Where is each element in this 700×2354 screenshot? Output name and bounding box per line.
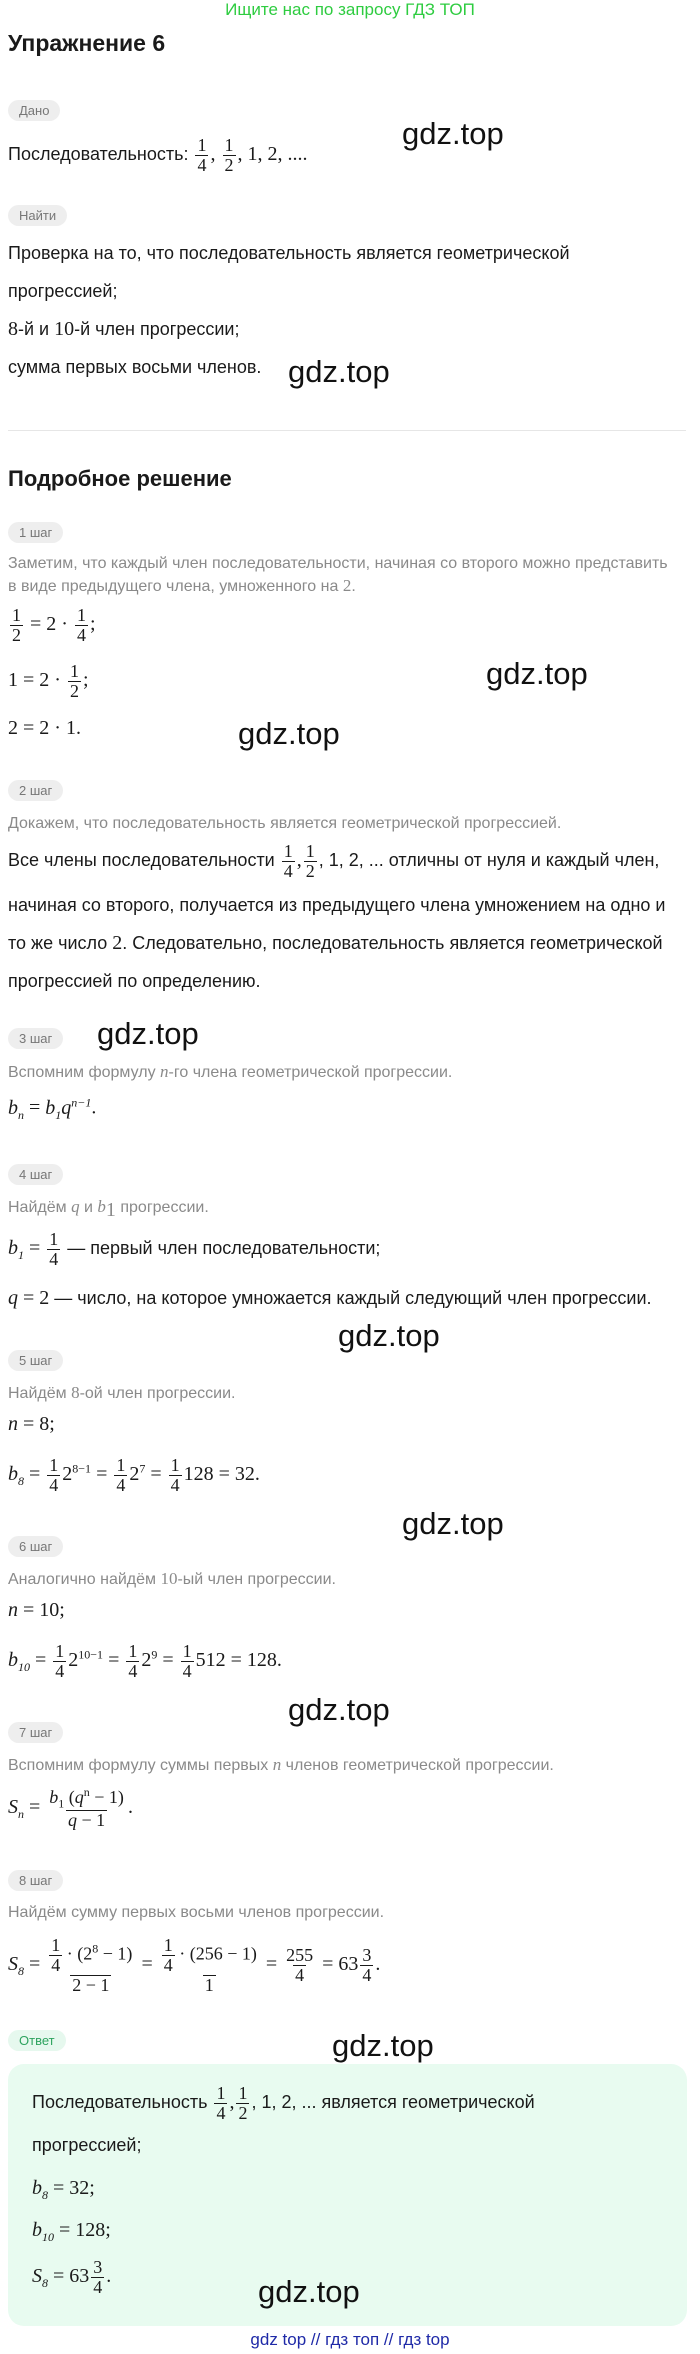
paragraph: начиная со второго, получается из предыдущего члена умножением на одно и то же число 2. Следовательно, последовательность является геометрической прогрессией по определению. bbox=[8, 895, 666, 991]
step-note: Докажем, что последовательность является геометрической прогрессией. bbox=[8, 815, 562, 832]
equation: $S_n$ = $\frac{b_1 (q^n - 1)}{q - 1}$ . bbox=[8, 1785, 133, 1831]
watermark: gdz.top bbox=[402, 116, 504, 151]
step-note: Найдём 8-ой член прогрессии. bbox=[8, 1383, 236, 1402]
answer-line: Последовательность $\frac{1}{4}$ , $\frac{1}{2}$ , 1, 2, ... является геометрической bbox=[32, 2083, 535, 2123]
step-chip: 7 шаг bbox=[8, 1722, 63, 1743]
step-chip: 2 шаг bbox=[8, 780, 63, 801]
equation: $b_{10}$ = $\frac{1}{4}$ $2^{10-1}$ = $\frac{1}{4}$ $2^9$ = $\frac{1}{4}$ 512 = 128. bbox=[8, 1641, 282, 1681]
step-chip: 5 шаг bbox=[8, 1350, 63, 1371]
equation: $\frac{1}{2}$ = 2 · $\frac{1}{4}$ ; bbox=[12, 605, 96, 645]
watermark: gdz.top bbox=[238, 716, 340, 751]
step-chip: 6 шаг bbox=[8, 1536, 63, 1557]
find-line: Проверка на то, что последовательность является геометрической bbox=[8, 243, 570, 263]
step-chip: 4 шаг bbox=[8, 1164, 63, 1185]
equation: $b_1$ = $\frac{1}{4}$ — первый член последовательности; bbox=[8, 1229, 381, 1269]
equation: 1 = 2 · $\frac{1}{2}$ ; bbox=[8, 661, 89, 701]
equation: $b_n = b_1q^{n-1}$. bbox=[8, 1095, 97, 1122]
watermark: gdz.top bbox=[97, 1016, 199, 1051]
step-note: Вспомним формулу суммы первых n членов геометрической прогрессии. bbox=[8, 1755, 554, 1774]
step-note: Заметим, что каждый член последовательности, начиная со второго можно представить в виде предыдущего члена, умноженного на 2. bbox=[8, 555, 668, 595]
step-chip: 1 шаг bbox=[8, 522, 63, 543]
step-chip: 8 шаг bbox=[8, 1870, 63, 1891]
equation: q = 2 — число, на которое умножается каждый следующий член прогрессии. bbox=[8, 1287, 652, 1309]
find-line: 8-й и 10-й член прогрессии; bbox=[8, 318, 240, 340]
fraction: $\frac{1}{4}$ bbox=[197, 135, 207, 175]
watermark: gdz.top bbox=[338, 1318, 440, 1353]
search-banner: Ищите нас по запросу ГДЗ ТОП bbox=[225, 0, 475, 19]
watermark: gdz.top bbox=[258, 2274, 360, 2309]
find-line: сумма первых восьми членов. bbox=[8, 357, 262, 377]
page-title: Упражнение 6 bbox=[8, 30, 166, 56]
step-note: Вспомним формулу n-го члена геометрической прогрессии. bbox=[8, 1062, 453, 1081]
answer-equation: $S_8 = 63$ $\frac{3}{4}$ . bbox=[32, 2257, 112, 2297]
paragraph-line: Все члены последовательности $\frac{1}{4}$ , $\frac{1}{2}$ , 1, 2, ... отличны от нуля и каждый член, bbox=[8, 841, 660, 881]
answer-chip: Ответ bbox=[8, 2030, 66, 2051]
watermark: gdz.top bbox=[332, 2028, 434, 2063]
watermark: gdz.top bbox=[402, 1506, 504, 1541]
equation: 2 = 2 · 1. bbox=[8, 717, 81, 739]
answer-equation: $b_8 = 32$; bbox=[32, 2177, 95, 2202]
step-note: Найдём сумму первых восьми членов прогрессии. bbox=[8, 1904, 385, 1921]
watermark: gdz.top bbox=[288, 1692, 390, 1727]
answer-line: прогрессией; bbox=[32, 2135, 142, 2155]
answer-equation: $b_{10} = 128$; bbox=[32, 2219, 111, 2244]
solution-title: Подробное решение bbox=[8, 466, 232, 491]
step-chip: 3 шаг bbox=[8, 1028, 63, 1049]
footer-links[interactable]: gdz top // гдз топ // гдз top bbox=[250, 2330, 450, 2349]
equation: $S_8$ = $\frac{1}{4}$ · $(2^8 - 1)$ 2 − 1 = $\frac{1}{4}$ · (256 − 1) 1 = $\frac{255}{4}$ = 63 $\frac{3}{4}$ . bbox=[8, 1935, 381, 1995]
equation: n = 10; bbox=[8, 1599, 65, 1621]
watermark: gdz.top bbox=[288, 354, 390, 389]
divider bbox=[8, 430, 686, 431]
step-note: Найдём q и $b_1$ прогрессии. bbox=[8, 1197, 209, 1222]
fraction: $\frac{1}{2}$ bbox=[224, 135, 234, 175]
step-note: Аналогично найдём 10-ый член прогрессии. bbox=[8, 1569, 336, 1588]
find-line: прогрессией; bbox=[8, 281, 118, 301]
given-sequence: Последовательность: $\frac{1}{4}$ , $\frac{1}{2}$ , 1, 2, .... bbox=[8, 135, 308, 175]
given-chip: Дано bbox=[8, 100, 60, 121]
equation: $b_8$ = $\frac{1}{4}$ $2^{8-1}$ = $\frac{1}{4}$ $2^7$ = $\frac{1}{4}$ 128 = 32. bbox=[8, 1455, 260, 1495]
find-chip: Найти bbox=[8, 205, 67, 226]
watermark: gdz.top bbox=[486, 656, 588, 691]
equation: n = 8; bbox=[8, 1413, 55, 1435]
